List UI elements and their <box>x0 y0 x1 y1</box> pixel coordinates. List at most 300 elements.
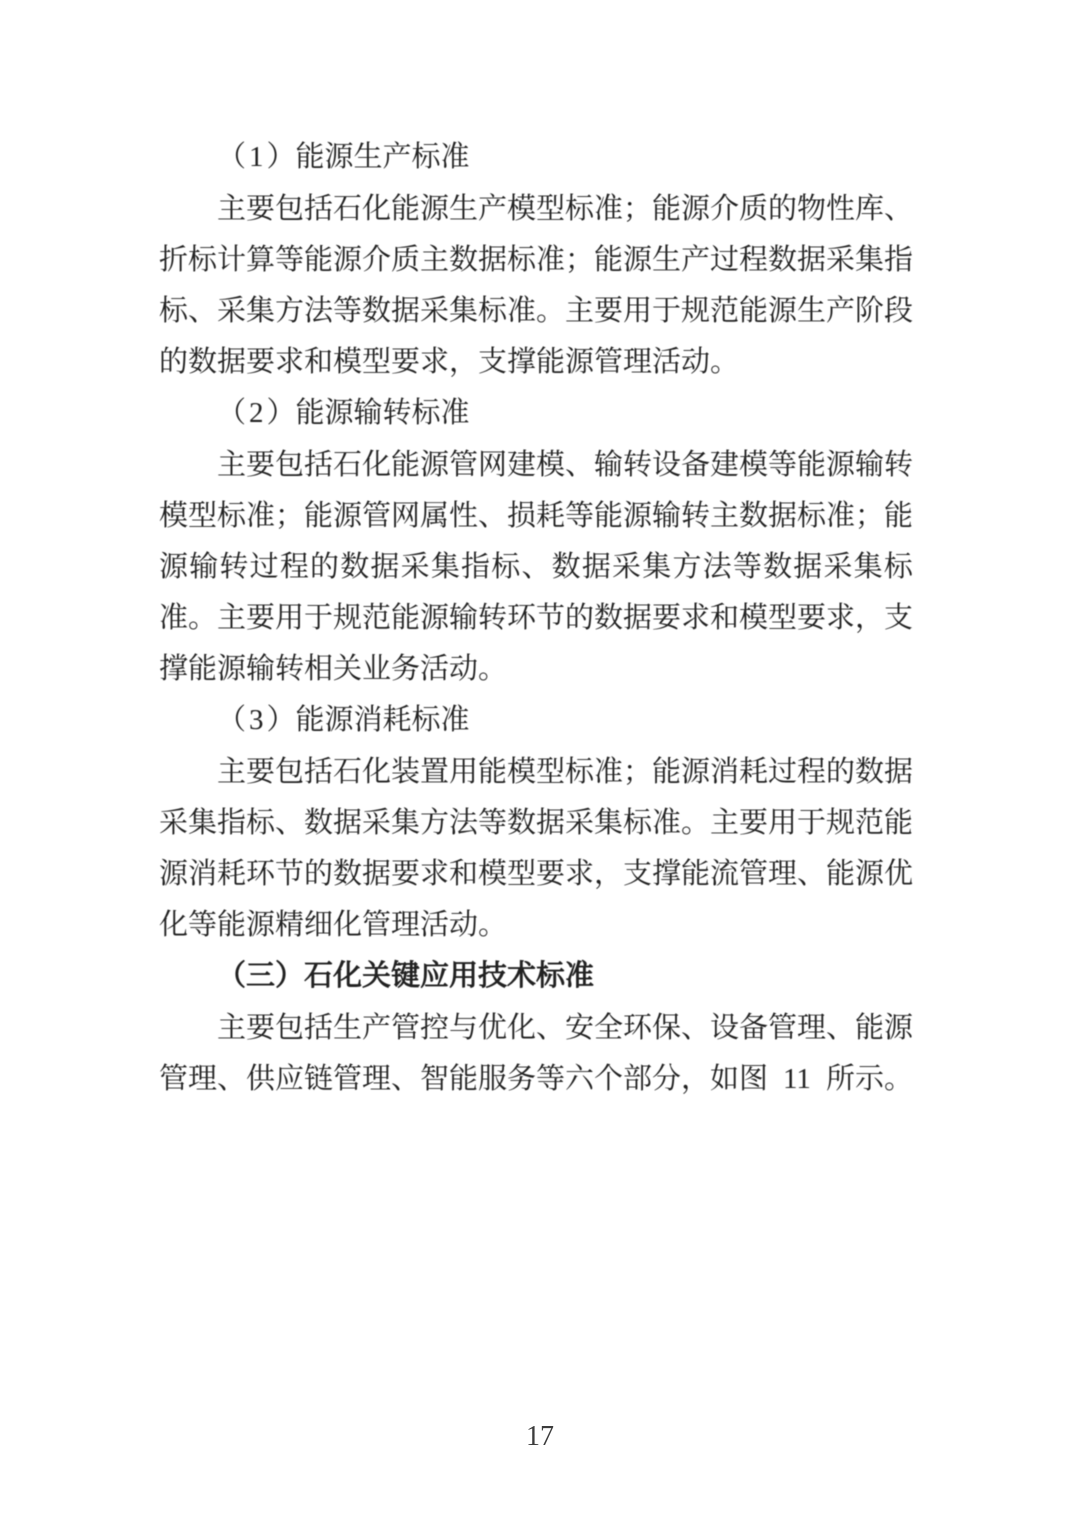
glyph: 能 <box>304 499 334 532</box>
glyph: 三 <box>246 960 276 993</box>
glyph: 等 <box>275 243 305 276</box>
glyph: 源 <box>855 858 885 890</box>
glyph: 能 <box>391 448 421 481</box>
glyph: 标 <box>565 755 595 788</box>
glyph: 管 <box>362 499 392 532</box>
glyph: 主 <box>217 755 247 788</box>
glyph: 产 <box>478 192 508 225</box>
glyph: 源 <box>324 704 354 737</box>
glyph: 模 <box>536 448 566 481</box>
glyph: 动 <box>681 346 711 379</box>
glyph: 精 <box>275 909 305 942</box>
glyph: 要 <box>652 602 682 635</box>
glyph: 方 <box>420 806 450 839</box>
text-block <box>159 132 913 1105</box>
glyph: 撑 <box>652 858 682 890</box>
glyph: 过 <box>710 243 740 276</box>
glyph: 范 <box>855 806 885 839</box>
glyph: 能 <box>884 499 914 532</box>
glyph: 要 <box>391 346 421 379</box>
glyph: 括 <box>304 1011 334 1044</box>
glyph: （ <box>217 704 247 737</box>
section-heading <box>159 695 913 746</box>
text-line <box>159 490 913 541</box>
glyph: 优 <box>884 858 914 890</box>
glyph: 准 <box>246 499 276 532</box>
glyph: 管 <box>449 448 479 481</box>
glyph: 规 <box>681 294 711 327</box>
glyph: 据 <box>581 550 611 583</box>
glyph: 标 <box>565 192 595 225</box>
glyph: 源 <box>565 346 595 379</box>
glyph: 数 <box>304 806 334 839</box>
glyph: 。 <box>536 294 566 327</box>
glyph: 准 <box>440 397 470 430</box>
glyph: 输 <box>652 499 682 532</box>
glyph: 要 <box>246 192 276 225</box>
glyph: 型 <box>768 602 798 635</box>
glyph: 网 <box>391 499 421 532</box>
glyph: 集 <box>449 294 479 327</box>
glyph: 数 <box>449 243 479 276</box>
glyph: 能 <box>826 858 856 890</box>
glyph: 能 <box>295 141 325 174</box>
glyph: ） <box>266 397 296 430</box>
glyph: 能 <box>652 192 682 225</box>
glyph: 标 <box>491 550 521 583</box>
glyph: 数 <box>362 294 392 327</box>
glyph: 主 <box>217 192 247 225</box>
glyph: 求 <box>826 602 856 635</box>
text-line <box>159 439 913 490</box>
glyph: ； <box>565 243 595 276</box>
glyph: 数 <box>507 806 537 839</box>
glyph: 优 <box>478 1011 508 1044</box>
glyph: 活 <box>420 653 450 686</box>
glyph: 指 <box>461 550 491 583</box>
text-line <box>159 1053 913 1104</box>
glyph: 流 <box>710 858 740 890</box>
glyph: 型 <box>536 192 566 225</box>
glyph: 服 <box>478 1062 508 1095</box>
glyph: 化 <box>333 909 363 942</box>
glyph: 方 <box>275 294 305 327</box>
glyph: ； <box>623 755 653 788</box>
glyph: 标 <box>159 294 189 327</box>
glyph: 主 <box>710 499 740 532</box>
glyph: 、 <box>217 1062 247 1095</box>
glyph: 源 <box>623 243 653 276</box>
glyph: 标 <box>536 960 566 993</box>
glyph: 采 <box>826 243 856 276</box>
glyph: 能 <box>594 499 624 532</box>
glyph: 程 <box>279 550 309 583</box>
glyph: 源 <box>623 499 653 532</box>
glyph: 用 <box>623 294 653 327</box>
glyph: 于 <box>797 806 827 839</box>
glyph: 源 <box>324 397 354 430</box>
glyph: 理 <box>623 346 653 379</box>
glyph: 智 <box>420 1062 450 1095</box>
glyph: 准 <box>440 704 470 737</box>
glyph: ； <box>623 192 653 225</box>
glyph: 括 <box>304 448 334 481</box>
glyph: 指 <box>884 243 914 276</box>
glyph: 指 <box>217 806 247 839</box>
glyph: 设 <box>710 1011 740 1044</box>
glyph: 模 <box>739 602 769 635</box>
glyph: 备 <box>681 448 711 481</box>
glyph: 准 <box>507 294 537 327</box>
text-line <box>159 900 913 951</box>
glyph: 耗 <box>382 704 412 737</box>
glyph: 。 <box>681 806 711 839</box>
glyph: 能 <box>217 909 247 942</box>
glyph: 、 <box>565 448 595 481</box>
glyph: 关 <box>362 960 392 993</box>
glyph: 过 <box>249 550 279 583</box>
glyph: 和 <box>449 858 479 890</box>
glyph: ， <box>449 346 479 379</box>
glyph: 生 <box>652 243 682 276</box>
glyph: 撑 <box>159 653 189 686</box>
glyph: 管 <box>391 1011 421 1044</box>
glyph: 段 <box>884 294 914 327</box>
section-heading <box>159 951 913 1002</box>
glyph: 性 <box>449 499 479 532</box>
text-line <box>159 337 913 388</box>
glyph: 相 <box>304 653 334 686</box>
glyph: 准 <box>594 755 624 788</box>
glyph: 能 <box>391 192 421 225</box>
glyph: 模 <box>739 448 769 481</box>
glyph: 据 <box>884 755 914 788</box>
glyph: 管 <box>739 858 769 890</box>
glyph: 石 <box>333 448 363 481</box>
glyph: 方 <box>672 550 702 583</box>
glyph: 、 <box>826 1011 856 1044</box>
glyph: 生 <box>353 141 383 174</box>
glyph: 能 <box>295 397 325 430</box>
glyph: 据 <box>391 294 421 327</box>
glyph: 链 <box>304 1062 334 1095</box>
glyph: 与 <box>449 1011 479 1044</box>
glyph: ； <box>275 499 305 532</box>
glyph: 用 <box>449 755 479 788</box>
glyph: 标 <box>411 141 441 174</box>
glyph: 1 <box>249 141 264 174</box>
glyph: 模 <box>478 858 508 890</box>
glyph: 准 <box>536 243 566 276</box>
glyph: 管 <box>333 1062 363 1095</box>
text-line <box>159 797 913 848</box>
glyph: 能 <box>797 448 827 481</box>
glyph: 数 <box>855 755 885 788</box>
glyph: 建 <box>507 448 537 481</box>
glyph: 模 <box>507 755 537 788</box>
glyph: 、 <box>884 192 914 225</box>
glyph: 所 <box>825 1062 855 1095</box>
glyph: 据 <box>478 243 508 276</box>
glyph: 数 <box>188 346 218 379</box>
glyph: 环 <box>246 858 276 890</box>
glyph: 2 <box>249 397 264 430</box>
glyph: 等 <box>478 806 508 839</box>
glyph: 算 <box>246 243 276 276</box>
glyph: 源 <box>333 499 363 532</box>
glyph: 应 <box>275 1062 305 1095</box>
glyph: 生 <box>797 294 827 327</box>
glyph: 数 <box>340 550 370 583</box>
glyph: 要 <box>246 1011 276 1044</box>
glyph: 源 <box>826 448 856 481</box>
text-line <box>159 542 913 593</box>
glyph: 生 <box>449 192 479 225</box>
glyph: 图 <box>739 1062 769 1095</box>
glyph: 性 <box>826 192 856 225</box>
glyph: 采 <box>362 806 392 839</box>
glyph: 全 <box>594 1011 624 1044</box>
glyph: 标 <box>188 243 218 276</box>
glyph: 、 <box>478 499 508 532</box>
glyph: ； <box>855 499 885 532</box>
glyph: 模 <box>333 346 363 379</box>
glyph: 支 <box>623 858 653 890</box>
glyph: ） <box>266 141 296 174</box>
glyph: 。 <box>883 1062 913 1095</box>
glyph: 化 <box>362 755 392 788</box>
glyph: 安 <box>565 1011 595 1044</box>
glyph: 石 <box>304 960 334 993</box>
glyph: 准 <box>594 192 624 225</box>
glyph: 网 <box>478 448 508 481</box>
glyph: 括 <box>304 192 334 225</box>
glyph: 数 <box>763 550 793 583</box>
glyph: 产 <box>382 141 412 174</box>
glyph: 应 <box>420 960 450 993</box>
glyph: 、 <box>391 1062 421 1095</box>
glyph: 源 <box>246 909 276 942</box>
glyph: 耗 <box>739 755 769 788</box>
glyph: 数 <box>739 499 769 532</box>
glyph: 型 <box>188 499 218 532</box>
glyph: 术 <box>507 960 537 993</box>
glyph: 程 <box>797 755 827 788</box>
glyph: 输 <box>353 397 383 430</box>
glyph: 的 <box>826 755 856 788</box>
glyph: 集 <box>855 243 885 276</box>
glyph: 理 <box>797 1011 827 1044</box>
glyph: 建 <box>710 448 740 481</box>
glyph: 的 <box>159 346 189 379</box>
glyph: 阶 <box>855 294 885 327</box>
glyph: 据 <box>362 858 392 890</box>
glyph: 源 <box>159 550 189 583</box>
glyph: 管 <box>362 909 392 942</box>
glyph: 键 <box>391 960 421 993</box>
glyph: 能 <box>884 806 914 839</box>
glyph: 主 <box>217 1011 247 1044</box>
glyph: 据 <box>370 550 400 583</box>
glyph: 数 <box>594 602 624 635</box>
glyph: 源 <box>217 653 247 686</box>
glyph: 分 <box>652 1062 682 1095</box>
glyph: 集 <box>594 806 624 839</box>
glyph: ） <box>275 960 305 993</box>
glyph: 、 <box>536 1011 566 1044</box>
glyph: 能 <box>295 704 325 737</box>
text-line <box>159 1002 913 1053</box>
glyph: 等 <box>768 448 798 481</box>
glyph: 要 <box>246 602 276 635</box>
glyph: 过 <box>768 755 798 788</box>
glyph: 求 <box>420 346 450 379</box>
glyph: 能 <box>304 243 334 276</box>
glyph: 主 <box>420 243 450 276</box>
glyph: 规 <box>826 806 856 839</box>
glyph: 模 <box>159 499 189 532</box>
glyph: 生 <box>333 1011 363 1044</box>
glyph: 准 <box>440 141 470 174</box>
glyph: 、 <box>797 858 827 890</box>
glyph: 个 <box>594 1062 624 1095</box>
glyph: 主 <box>710 806 740 839</box>
glyph: 撑 <box>507 346 537 379</box>
glyph: 数 <box>551 550 581 583</box>
glyph: 求 <box>420 858 450 890</box>
glyph: 耗 <box>217 858 247 890</box>
glyph: 准 <box>565 960 595 993</box>
glyph: 采 <box>612 550 642 583</box>
glyph: 消 <box>353 704 383 737</box>
glyph: 转 <box>623 448 653 481</box>
glyph: 转 <box>275 653 305 686</box>
glyph: 标 <box>797 499 827 532</box>
glyph: 等 <box>188 909 218 942</box>
glyph: 用 <box>275 602 305 635</box>
glyph: 质 <box>739 192 769 225</box>
glyph: 准 <box>652 806 682 839</box>
glyph: 、 <box>188 294 218 327</box>
glyph: 备 <box>739 1011 769 1044</box>
glyph: 产 <box>362 1011 392 1044</box>
glyph: 用 <box>768 806 798 839</box>
glyph: 能 <box>478 755 508 788</box>
glyph: 据 <box>536 806 566 839</box>
glyph: 属 <box>420 499 450 532</box>
glyph: 主 <box>217 448 247 481</box>
glyph: ， <box>594 858 624 890</box>
glyph: 供 <box>246 1062 276 1095</box>
glyph: 消 <box>188 858 218 890</box>
glyph: 置 <box>420 755 450 788</box>
glyph: ， <box>855 602 885 635</box>
glyph: 据 <box>768 499 798 532</box>
glyph: 集 <box>642 550 672 583</box>
glyph: 标 <box>478 294 508 327</box>
glyph: 部 <box>623 1062 653 1095</box>
glyph: 务 <box>507 1062 537 1095</box>
glyph: 求 <box>681 602 711 635</box>
glyph: 标 <box>623 806 653 839</box>
glyph: 转 <box>219 550 249 583</box>
glyph: 环 <box>623 1011 653 1044</box>
glyph: 理 <box>362 1062 392 1095</box>
glyph: 于 <box>304 602 334 635</box>
glyph: 介 <box>362 243 392 276</box>
glyph: 的 <box>310 550 340 583</box>
glyph: 化 <box>507 1011 537 1044</box>
glyph: 采 <box>823 550 853 583</box>
glyph: 源 <box>333 243 363 276</box>
glyph: 关 <box>333 653 363 686</box>
glyph: 的 <box>304 858 334 890</box>
section-heading <box>159 388 913 439</box>
glyph: 细 <box>304 909 334 942</box>
glyph: 要 <box>594 294 624 327</box>
glyph: 规 <box>333 602 363 635</box>
glyph: 、 <box>681 1011 711 1044</box>
glyph: 用 <box>449 960 479 993</box>
glyph: 源 <box>420 448 450 481</box>
glyph: 标 <box>246 806 276 839</box>
text-line <box>159 746 913 797</box>
glyph: 能 <box>681 858 711 890</box>
glyph: 示 <box>854 1062 884 1095</box>
glyph: 于 <box>652 294 682 327</box>
glyph: 据 <box>217 346 247 379</box>
glyph: 括 <box>304 755 334 788</box>
glyph: 准 <box>159 602 189 635</box>
glyph: 源 <box>420 192 450 225</box>
glyph: 要 <box>739 806 769 839</box>
glyph: 环 <box>507 602 537 635</box>
glyph: 采 <box>565 806 595 839</box>
glyph: 输 <box>594 448 624 481</box>
glyph: 。 <box>478 909 508 942</box>
glyph: （ <box>217 141 247 174</box>
glyph: 据 <box>333 806 363 839</box>
glyph: 。 <box>478 653 508 686</box>
glyph: 据 <box>793 550 823 583</box>
glyph: 能 <box>855 1011 885 1044</box>
glyph: 源 <box>681 755 711 788</box>
glyph: 主 <box>565 294 595 327</box>
text-line <box>159 593 913 644</box>
glyph: 输 <box>855 448 885 481</box>
glyph: 范 <box>362 602 392 635</box>
glyph: 管 <box>768 1011 798 1044</box>
glyph: 范 <box>710 294 740 327</box>
glyph: 源 <box>768 294 798 327</box>
glyph: 务 <box>391 653 421 686</box>
glyph: 要 <box>536 858 566 890</box>
glyph: 据 <box>623 602 653 635</box>
text-line <box>159 234 913 285</box>
glyph: 等 <box>333 294 363 327</box>
glyph: 型 <box>507 858 537 890</box>
glyph: 化 <box>159 909 189 942</box>
glyph: 标 <box>883 550 913 583</box>
glyph: 源 <box>324 141 354 174</box>
glyph: 支 <box>884 602 914 635</box>
glyph: 活 <box>652 346 682 379</box>
glyph: 求 <box>565 858 595 890</box>
glyph: 源 <box>884 1011 914 1044</box>
glyph: 输 <box>246 653 276 686</box>
glyph: 技 <box>478 960 508 993</box>
glyph: 能 <box>652 755 682 788</box>
